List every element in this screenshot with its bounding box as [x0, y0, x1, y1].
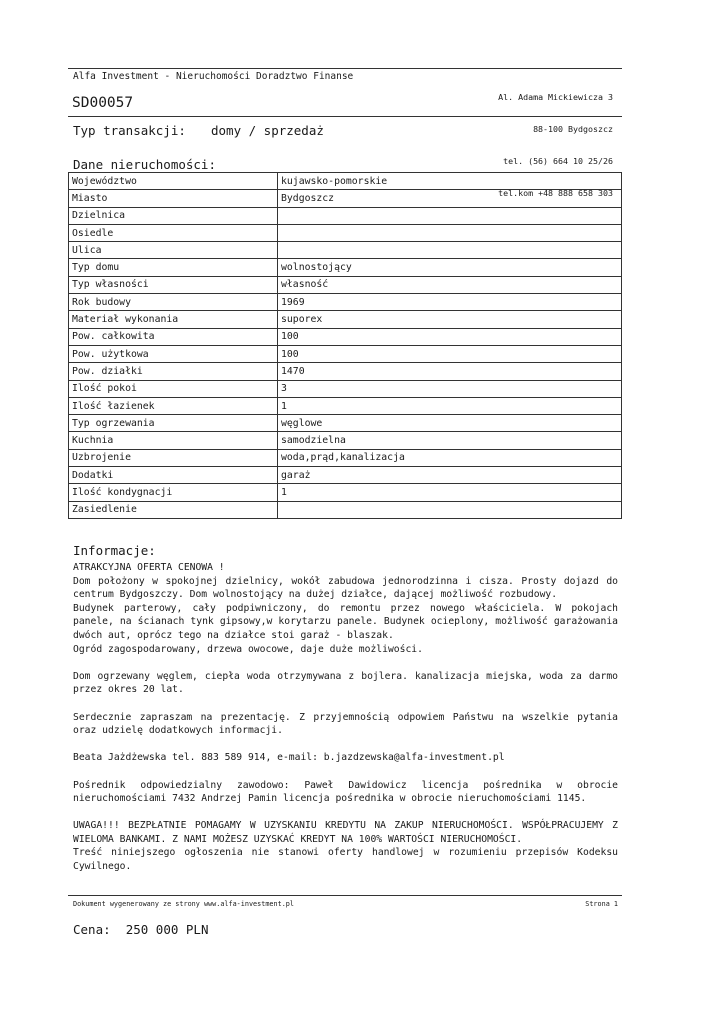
- property-value: 100: [278, 345, 622, 362]
- property-name: Kuchnia: [69, 432, 278, 449]
- table-row: [69, 432, 622, 449]
- price-value: 250 000 PLN: [125, 922, 209, 937]
- property-name: Typ własności: [69, 276, 278, 293]
- property-name: Pow. użytkowa: [69, 345, 278, 362]
- property-value: kujawsko-pomorskie: [278, 173, 622, 190]
- table-row: [69, 415, 622, 432]
- info-paragraph: Budynek parterowy, cały podpiwniczony, do remontu przez nowego właściciela. W pokojach panele, na ścianach tynk gipsowy,w korytarzu panele. Budynek ocieplony, możliwość garażowania dwóch aut, oprócz tego na działce stoi garaż - blaszak.: [73, 602, 618, 641]
- footer-source: Dokument wygenerowany ze strony www.alfa-investment.pl: [73, 900, 294, 908]
- footer-rule: [68, 895, 622, 896]
- table-row: [69, 328, 622, 345]
- info-paragraph: Treść niniejszego ogłoszenia nie stanowi oferty handlowej w rozumieniu przepisów Kodeksu Cywilnego.: [73, 847, 618, 873]
- address-line: tel. (56) 664 10 25/26: [503, 155, 613, 166]
- property-name: Pow. całkowita: [69, 328, 278, 345]
- property-value: suporex: [278, 311, 622, 328]
- info-paragraph: Dom położony w spokojnej dzielnicy, wokół zabudowa jednorodzinna i cisza. Prosty dojazd do centrum Bydgoszczy. Dom wolnostojący na dużej działce, dającej możliwość rozbudowy.: [73, 575, 618, 601]
- table-row: [69, 449, 622, 466]
- table-row: [69, 294, 622, 311]
- table-row: [69, 345, 622, 362]
- property-value: 1: [278, 484, 622, 501]
- property-name: Ilość pokoi: [69, 380, 278, 397]
- table-row: [69, 242, 622, 259]
- table-row: [69, 363, 622, 380]
- info-text: [73, 561, 618, 874]
- table-row: [69, 397, 622, 414]
- property-name: Dodatki: [69, 467, 278, 484]
- property-name: Osiedle: [69, 224, 278, 241]
- header-top-rule: [68, 68, 622, 69]
- table-row: [69, 276, 622, 293]
- offer-code: SD00057: [72, 95, 134, 111]
- property-value: własność: [278, 276, 622, 293]
- info-paragraph: Pośrednik odpowiedzialny zawodowo: Paweł Dawidowicz licencja pośrednika w obrocie nieruchomościami 7432 Andrzej Pamin licencja pośrednika w obrocie nieruchomościami 1145.: [73, 779, 618, 805]
- property-name: Typ ogrzewania: [69, 415, 278, 432]
- property-value: [278, 501, 622, 518]
- property-value: wolnostojący: [278, 259, 622, 276]
- table-row: [69, 259, 622, 276]
- property-value: 3: [278, 380, 622, 397]
- table-row: [69, 207, 622, 224]
- property-name: Zasiedlenie: [69, 501, 278, 518]
- properties-table: [68, 172, 622, 519]
- info-paragraph: UWAGA!!! BEZPŁATNIE POMAGAMY W UZYSKANIU KREDYTU NA ZAKUP NIERUCHOMOŚCI. WSPÓŁPRACUJEMY Z WIELOMA BANKAMI. Z NAMI MOŻESZ UZYSKAĆ KREDYT NA 100% WARTOŚCI NIERUCHOMOŚCI.: [73, 820, 618, 845]
- property-value: woda,prąd,kanalizacja: [278, 449, 622, 466]
- property-name: Pow. działki: [69, 363, 278, 380]
- table-row: [69, 224, 622, 241]
- info-paragraph: Ogród zagospodarowany, drzewa owocowe, daje duże możliwości.: [73, 643, 423, 655]
- header-bottom-rule: [68, 116, 622, 117]
- company-name: Alfa Investment - Nieruchomości Doradztwo Finanse: [73, 71, 354, 82]
- property-value: [278, 242, 622, 259]
- property-name: Ilość łazienek: [69, 397, 278, 414]
- table-row: [69, 311, 622, 328]
- footer-page-number: Strona 1: [585, 900, 618, 908]
- table-row: [69, 484, 622, 501]
- table-row: [69, 467, 622, 484]
- property-name: Uzbrojenie: [69, 449, 278, 466]
- property-value: samodzielna: [278, 432, 622, 449]
- table-row: [69, 380, 622, 397]
- table-row: [69, 173, 622, 190]
- info-title: Informacje:: [73, 543, 156, 558]
- price-label: Cena:: [73, 922, 111, 937]
- property-name: Rok budowy: [69, 294, 278, 311]
- price: [73, 922, 209, 937]
- property-value: [278, 207, 622, 224]
- table-row: [69, 190, 622, 207]
- address-line: tel.kom +48 888 658 303: [498, 187, 613, 198]
- address-line: 88-100 Bydgoszcz: [533, 123, 613, 134]
- info-paragraph: ATRAKCYJNA OFERTA CENOWA !: [73, 562, 225, 573]
- properties-title: Dane nieruchomości:: [73, 157, 216, 172]
- transaction-label: Typ transakcji:: [73, 123, 186, 138]
- property-name: Dzielnica: [69, 207, 278, 224]
- property-value: 1: [278, 397, 622, 414]
- property-name: Ulica: [69, 242, 278, 259]
- property-value: 1969: [278, 294, 622, 311]
- property-name: Typ domu: [69, 259, 278, 276]
- info-paragraph: Dom ogrzewany węglem, ciepła woda otrzymywana z bojlera. kanalizacja miejska, woda za darmo przez okres 20 lat.: [73, 670, 618, 696]
- property-name: Ilość kondygnacji: [69, 484, 278, 501]
- property-value: [278, 224, 622, 241]
- property-name: Województwo: [69, 173, 278, 190]
- property-value: garaż: [278, 467, 622, 484]
- property-value: 1470: [278, 363, 622, 380]
- transaction-value: domy / sprzedaż: [211, 123, 324, 138]
- property-value: Bydgoszcz: [278, 190, 622, 207]
- table-row: [69, 501, 622, 518]
- property-value: 100: [278, 328, 622, 345]
- info-paragraph: Serdecznie zapraszam na prezentację. Z przyjemnością odpowiem Państwu na wszelkie pytania oraz udzielę dodatkowych informacji.: [73, 711, 618, 737]
- address-line: Al. Adama Mickiewicza 3: [498, 92, 613, 103]
- property-name: Miasto: [69, 190, 278, 207]
- info-paragraph: Beata Jażdżewska tel. 883 589 914, e-mail: b.jazdzewska@alfa-investment.pl: [73, 752, 505, 764]
- property-value: węglowe: [278, 415, 622, 432]
- property-name: Materiał wykonania: [69, 311, 278, 328]
